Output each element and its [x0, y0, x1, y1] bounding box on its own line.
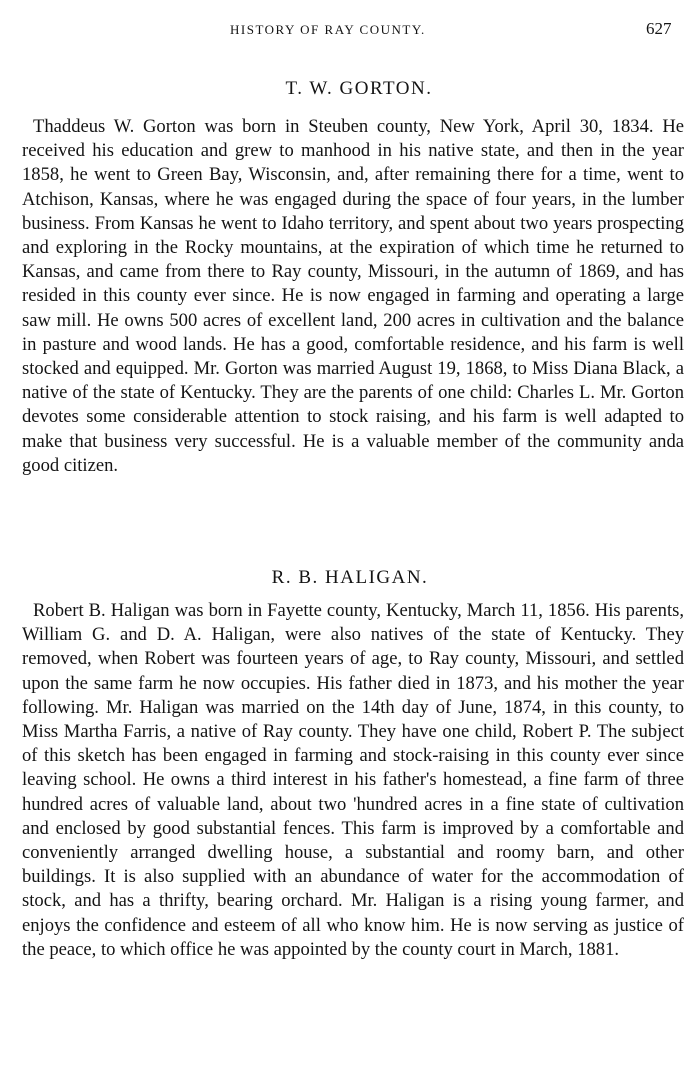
entry-body-gorton: Thaddeus W. Gorton was born in Steuben county, New York, April 30, 1834. He received his education and grew to manhood in his native state, and then in the year 1858, he went to Green Bay, Wisconsin, and, after remaining there for a time, went to Atchison, Kansas, where he was engaged during the space of four years, in the lumber business. From Kansas he went to Idaho territory, and spent about two years prospecting and exploring in the Rocky mountains, at the expiration of which time he returned to Kansas, and came from there to Ray county, Missouri, in the autumn of 1869, and has resided in this county ever since. He is now engaged in farming and operating a large saw mill. He owns 500 acres of excellent land, 200 acres in cultivation and the balance in pasture and wood lands. He has a good, comfortable residence, and his farm is well stocked and equipped. Mr. Gorton was married August 19, 1868, to Miss Diana Black, a native of the state of Kentucky. They are the parents of one child: Charles L. Mr. Gorton devotes some considerable attention to stock raising, and his farm is well adapted to make that business very successful. He is a valuable member of the community anda good citizen. — [22, 116, 684, 476]
entry-title-haligan: R. B. HALIGAN. — [271, 567, 429, 588]
running-head: HISTORY OF RAY COUNTY. — [230, 22, 426, 37]
entry-title-gorton: T. W. GORTON. — [285, 78, 433, 99]
entry-body-haligan: Robert B. Haligan was born in Fayette county, Kentucky, March 11, 1856. His parents, William G. and D. A. Haligan, were also natives of the state of Kentucky. They removed, when Robert was fourteen years of age, to Ray county, Missouri, and settled upon the same farm he now occupies. His father died in 1873, and his mother the year following. Mr. Haligan was married on the 14th day of June, 1874, in this county, to Miss Martha Farris, a native of Ray county. They have one child, Robert P. The subject of this sketch has been engaged in farming and stock-raising in this county ever since leaving school. He owns a third interest in his father's homestead, a fine farm of three hundred acres of valuable land, about two 'hundred acres in a fine state of cultivation and enclosed by good substantial fences. This farm is improved by a comfortable and conveniently arranged dwelling house, a substantial and roomy barn, and other buildings. It is also supplied with an abundance of water for the accommodation of stock, and has a thrifty, bearing orchard. Mr. Haligan is a rising young farmer, and enjoys the confidence and esteem of all who know him. He is now serving as justice of the peace, to which office he was appointed by the county court in March, 1881. — [22, 600, 684, 960]
page-number: 627 — [646, 19, 672, 38]
